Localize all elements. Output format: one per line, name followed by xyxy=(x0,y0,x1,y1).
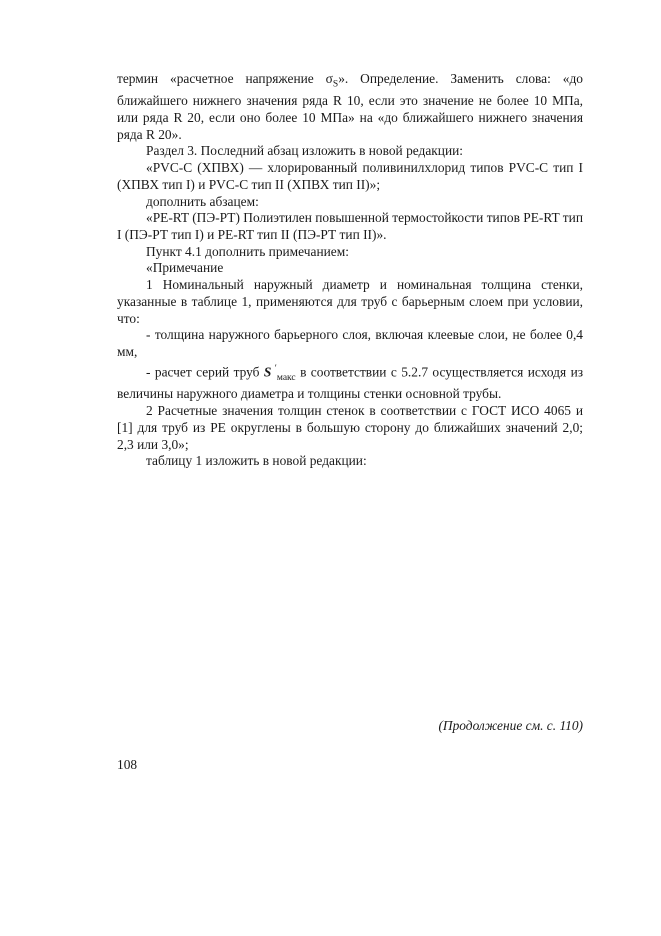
text-run: таблицу 1 изложить в новой редакции: xyxy=(146,453,367,469)
text-run: Раздел 3. Последний абзац изложить в новой редакции: xyxy=(146,143,464,159)
text-run: макс xyxy=(276,372,296,383)
paragraph-12 xyxy=(117,453,583,470)
text-run: ′ xyxy=(271,363,277,374)
paragraph-5 xyxy=(117,210,583,243)
text-run: S xyxy=(263,364,272,380)
text-run: 2 Расчетные значения толщин стенок в соответствии с ГОСТ ИСО 4065 и [1] для труб из PE округлены в большую сторону до ближайших значений 2,0; 2,3 или 3,0»; xyxy=(117,403,583,452)
text-run: - расчет серий труб xyxy=(146,364,264,380)
page-body xyxy=(117,71,583,470)
page-number: 108 xyxy=(117,757,138,772)
paragraph-4 xyxy=(117,194,583,211)
paragraph-8 xyxy=(117,277,583,327)
text-run: S xyxy=(332,79,339,90)
text-run: 1 Номинальный наружный диаметр и номинальная толщина стенки, указанные в таблице 1, применяются для труб с барьерным слоем при условии, что: xyxy=(117,277,583,326)
paragraph-7 xyxy=(117,260,583,277)
text-run: - толщина наружного барьерного слоя, включая клеевые слои, не более 0,4 мм, xyxy=(117,327,583,359)
text-run: «PVC-C (ХПВХ) — хлорированный поливинилхлорид типов PVC-C тип I (ХПВХ тип I) и PVC-C тип II (ХПВХ тип II)»; xyxy=(117,160,583,192)
text-run: ». Определение. Заменить слова: «до ближайшего нижнего значения ряда R 10, если это значение не более 10 МПа, или ряда R 20, если оно более 10 МПа» на «до ближайшего нижнего значения ряда R 20». xyxy=(117,71,583,142)
text-run: Пункт 4.1 дополнить примечанием: xyxy=(146,243,349,259)
continuation-note: (Продолжение см. с. 110) xyxy=(438,718,583,733)
paragraph-3 xyxy=(117,160,583,193)
text-run: в соответствии с 5.2.7 осуществляется исходя из величины наружного диаметра и толщины стенки основной трубы. xyxy=(117,364,584,402)
paragraph-9 xyxy=(117,327,583,360)
text-run: термин «расчетное напряжение σ xyxy=(117,71,333,86)
text-run: «PE-RT (ПЭ-РТ) Полиэтилен повышенной термостойкости типов PE-RT тип I (ПЭ-РТ тип I) и PE-RT тип II (ПЭ-РТ тип II)». xyxy=(117,210,583,242)
text-run: дополнить абзацем: xyxy=(146,193,259,209)
paragraph-2 xyxy=(117,143,583,160)
paragraph-1 xyxy=(117,71,583,143)
paragraph-6 xyxy=(117,244,583,261)
paragraph-11 xyxy=(117,403,583,453)
text-run: «Примечание xyxy=(146,260,224,276)
paragraph-10 xyxy=(117,361,583,404)
